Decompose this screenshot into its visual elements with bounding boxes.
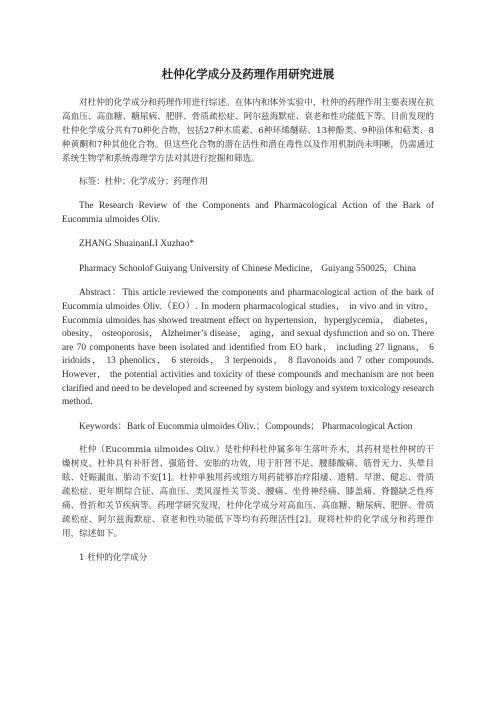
abstract-english: Abstract：This article reviewed the components and pharmacological action of the bark of Eucommia ulmoides Oliv.（EO）. In modern pharmacological studies， in vivo and in vitro，Eucommia ulmoides has showed treatment effect on hypertension，hyperglycemia， diabetes， obesity， osteoporosis， Alzheimer’s disease， aging，and sexual dysfunction and so on. There are 70 components have been isolated and identified from EO bark， including 27 lignans， 6 iridoids， 13 phenolics， 6 steroids， 3 terpenoids， 8 flavonoids and 7 other compounds. However， the potential activities and toxicity of these compounds and mechanism are not been clarified and need to be developed and screened by system biology and system toxicology research method. bbox=[62, 288, 434, 408]
english-authors: ZHANG ShuainanLI Xuzhao* bbox=[79, 239, 195, 250]
keywords-chinese: 标签：杜仲；化学成分；药理作用 bbox=[79, 177, 208, 187]
section-heading-1: 1 杜仲的化学成分 bbox=[79, 553, 148, 564]
english-affiliation: Pharmacy Schoolof Guiyang University of Chinese Medicine， Guiyang 550025，China bbox=[79, 263, 416, 274]
english-title: The Research Review of the Components and Pharmacological Action of the Bark of Eucommia ulmoides Oliv. bbox=[62, 201, 434, 225]
introduction-paragraph: 杜仲（Eucommia ulmoides Oliv.）是杜仲科杜仲属多年生落叶乔木，其药材是杜仲树的干燥树皮。杜仲具有补肝肾、强筋骨、安胎的功效，用于肝肾不足、腰膝酸痛、筋骨无力、头晕目眩、妊娠漏血、胎动不安[1]。杜仲单独用药或组方用药能够治疗阳痿、遗精、早泄、健忘、骨质疏松症、更年期综合征、高血压、类风湿性关节炎、腰痛、坐骨神经痛、膝盖痛、脊髓缺乏性疼痛、骨折和关节疾病等。药理学研究发现，杜仲化学成分对高血压、高血糖、糖尿病、肥胖、骨质疏松症、阿尔兹海默症、衰老和性功能低下等均有药理活性[2]。现将杜仲的化学成分和药理作用，综述如下。 bbox=[62, 445, 434, 540]
paper-title: 杜仲化学成分及药理作用研究进展 bbox=[161, 67, 335, 81]
abstract-chinese: 对杜仲的化学成分和药理作用进行综述。在体内和体外实验中，杜仲的药理作用主要表现在抗高血压、高血糖、糖尿病、肥胖、骨质疏松症、阿尔兹海默症、衰老和性功能低下等。目前发现的杜仲化学成分共有70种化合物，包括27种木质素、6种环烯醚萜、13种酚类、9种甾体和萜类、8种黄酮和7种其他化合物。但这些化合物的潜在活性和潜在毒性以及作用机制尚未明晰，仍需通过系统生物学和系统毒理学方法对其进行挖掘和筛选。 bbox=[62, 98, 434, 164]
keywords-english: Keywords：Bark of Eucommia ulmoides Oliv.；Compounds； Pharmacological Action bbox=[79, 421, 413, 432]
